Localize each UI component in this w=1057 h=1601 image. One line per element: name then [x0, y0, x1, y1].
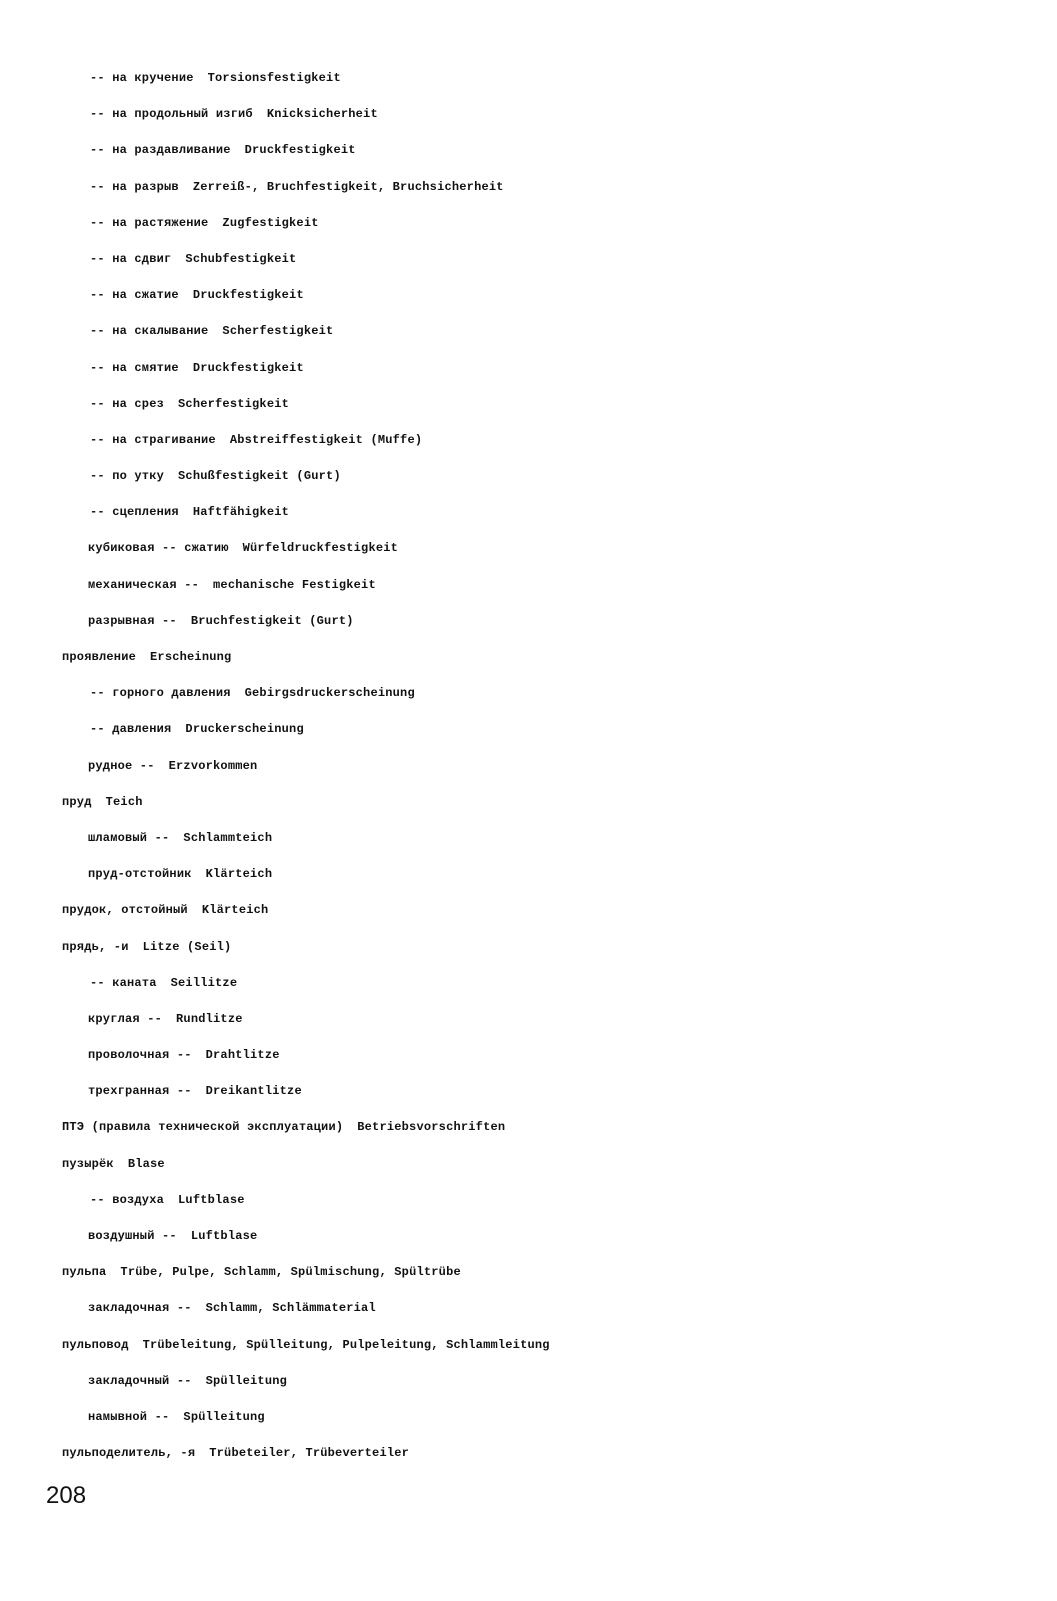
dictionary-entry	[0, 711, 1057, 747]
dictionary-entry	[0, 567, 1057, 603]
entry-german-translation: Spülleitung	[205, 1373, 288, 1388]
entry-german-translation: Scherfestigkeit	[178, 396, 290, 411]
entry-russian-term: -- на срез	[90, 396, 165, 411]
entry-russian-term: -- на кручение	[90, 71, 194, 85]
entry-russian-term: прядь, -и	[62, 939, 129, 954]
entry-german-translation: Scherfestigkeit	[222, 324, 334, 339]
entry-german-translation: Druckfestigkeit	[244, 143, 356, 158]
entry-russian-term: намывной --	[88, 1409, 170, 1424]
entry-german-translation: Litze (Seil)	[142, 939, 232, 954]
entry-german-translation: Seillitze	[170, 975, 238, 990]
entry-russian-term: трехгранная --	[88, 1084, 192, 1099]
entry-german-translation: Abstreiffestigkeit (Muffe)	[229, 432, 423, 447]
entry-german-translation: Schußfestigkeit (Gurt)	[178, 469, 341, 484]
entry-russian-term: -- на разрыв	[90, 179, 179, 194]
entry-russian-term: круглая --	[88, 1011, 163, 1026]
entry-german-translation: Klärteich	[205, 867, 273, 882]
entry-russian-term: -- каната	[90, 975, 157, 990]
entry-german-translation: Gebirgsdruckerscheinung	[244, 686, 415, 701]
dictionary-entry	[0, 639, 1057, 675]
page-number: 208	[46, 1482, 87, 1509]
dictionary-entry	[0, 96, 1057, 132]
entry-german-translation: Druckerscheinung	[185, 722, 304, 737]
entry-german-translation: Trübeleitung, Spülleitung, Pulpeleitung, Schlammleitung	[142, 1337, 550, 1352]
entry-russian-term: -- на скалывание	[90, 324, 209, 339]
entry-german-translation: Blase	[127, 1156, 165, 1171]
dictionary-entry	[0, 277, 1057, 313]
dictionary-entry	[0, 784, 1057, 820]
entry-russian-term: воздушный --	[88, 1229, 177, 1243]
entry-german-translation: Schubfestigkeit	[185, 251, 297, 266]
dictionary-entries	[0, 60, 1057, 1471]
dictionary-entry	[0, 530, 1057, 566]
dictionary-entry	[0, 1073, 1057, 1109]
dictionary-entry	[0, 603, 1057, 639]
entry-russian-term: пульподелитель, -я	[62, 1446, 196, 1461]
entry-german-translation: Betriebsvorschriften	[357, 1120, 506, 1135]
entry-german-translation: Trübe, Pulpe, Schlamm, Spülmischung, Spültrübe	[120, 1265, 461, 1280]
entry-russian-term: -- на продольный изгиб	[90, 107, 253, 122]
entry-german-translation: Schlammteich	[183, 830, 273, 845]
entry-german-translation: Schlamm, Schlämmaterial	[205, 1301, 376, 1316]
entry-russian-term: ПТЭ (правила технической эксплуатации)	[62, 1120, 344, 1135]
entry-german-translation: Spülleitung	[183, 1409, 265, 1424]
dictionary-entry	[0, 856, 1057, 892]
entry-russian-term: -- горного давления	[90, 686, 231, 701]
entry-german-translation: Teich	[105, 794, 143, 809]
entry-russian-term: -- на страгивание	[90, 432, 216, 447]
entry-russian-term: механическая --	[88, 577, 200, 592]
entry-german-translation: Luftblase	[178, 1192, 245, 1207]
entry-russian-term: -- на смятие	[90, 360, 179, 375]
dictionary-entry	[0, 386, 1057, 422]
dictionary-entry	[0, 1109, 1057, 1145]
entry-russian-term: прудок, отстойный	[62, 903, 188, 918]
dictionary-entry	[0, 1290, 1057, 1326]
entry-german-translation: Trübeteiler, Trübeverteiler	[209, 1446, 410, 1461]
entry-german-translation: Würfeldruckfestigkeit	[242, 541, 399, 556]
entry-russian-term: рудное --	[88, 758, 155, 773]
dictionary-entry	[0, 169, 1057, 205]
entry-german-translation: Haftfähigkeit	[192, 505, 290, 520]
entry-german-translation: Luftblase	[190, 1229, 258, 1243]
dictionary-entry	[0, 1254, 1057, 1290]
dictionary-entry	[0, 60, 1057, 96]
dictionary-entry	[0, 132, 1057, 168]
dictionary-entry	[0, 1001, 1057, 1037]
dictionary-entry	[0, 929, 1057, 965]
entry-russian-term: разрывная --	[88, 613, 177, 628]
entry-german-translation: Zerreiß-, Bruchfestigkeit, Bruchsicherheit	[192, 179, 504, 194]
entry-russian-term: пульповод	[62, 1337, 129, 1352]
entry-german-translation: Erscheinung	[150, 650, 232, 664]
dictionary-entry	[0, 820, 1057, 856]
entry-german-translation: Erzvorkommen	[168, 758, 258, 773]
entry-russian-term: -- на растяжение	[90, 215, 209, 230]
dictionary-entry	[0, 1182, 1057, 1218]
entry-russian-term: -- на сдвиг	[90, 251, 172, 266]
entry-russian-term: закладочная --	[88, 1301, 192, 1316]
entry-german-translation: Zugfestigkeit	[222, 215, 319, 230]
dictionary-entry	[0, 205, 1057, 241]
dictionary-entry	[0, 675, 1057, 711]
dictionary-entry	[0, 313, 1057, 349]
entry-german-translation: Knicksicherheit	[266, 107, 378, 122]
entry-russian-term: -- по утку	[90, 469, 165, 484]
entry-russian-term: пульпа	[62, 1265, 107, 1280]
dictionary-entry	[0, 1399, 1057, 1435]
dictionary-entry	[0, 1218, 1057, 1254]
entry-russian-term: кубиковая -- сжатию	[88, 541, 229, 556]
dictionary-entry	[0, 458, 1057, 494]
entry-russian-term: пруд-отстойник	[88, 867, 192, 882]
entry-german-translation: Bruchfestigkeit (Gurt)	[190, 613, 354, 628]
entry-german-translation: Druckfestigkeit	[192, 288, 304, 303]
dictionary-entry	[0, 892, 1057, 928]
entry-german-translation: Torsionsfestigkeit	[207, 71, 341, 85]
dictionary-entry	[0, 350, 1057, 386]
entry-russian-term: проволочная --	[88, 1048, 192, 1063]
entry-russian-term: -- сцепления	[90, 505, 179, 520]
entry-russian-term: шламовый --	[88, 830, 170, 845]
dictionary-entry	[0, 965, 1057, 1001]
entry-russian-term: -- давления	[90, 722, 172, 737]
dictionary-entry	[0, 494, 1057, 530]
dictionary-entry	[0, 1363, 1057, 1399]
dictionary-entry	[0, 1435, 1057, 1471]
entry-russian-term: проявление	[62, 650, 137, 664]
dictionary-entry	[0, 241, 1057, 277]
entry-german-translation: Dreikantlitze	[205, 1084, 302, 1099]
entry-russian-term: пузырёк	[62, 1156, 114, 1171]
entry-russian-term: закладочный --	[88, 1373, 192, 1388]
entry-german-translation: Rundlitze	[176, 1011, 243, 1026]
entry-german-translation: Drahtlitze	[205, 1048, 280, 1063]
dictionary-entry	[0, 422, 1057, 458]
dictionary-entry	[0, 1037, 1057, 1073]
dictionary-entry	[0, 1146, 1057, 1182]
entry-german-translation: Druckfestigkeit	[192, 360, 304, 375]
entry-german-translation: mechanische Festigkeit	[213, 577, 376, 592]
entry-russian-term: -- на сжатие	[90, 288, 179, 303]
dictionary-entry	[0, 1327, 1057, 1363]
entry-russian-term: -- воздуха	[90, 1192, 165, 1207]
entry-russian-term: пруд	[62, 794, 92, 809]
dictionary-entry	[0, 748, 1057, 784]
entry-german-translation: Klärteich	[201, 903, 269, 918]
entry-russian-term: -- на раздавливание	[90, 143, 231, 158]
